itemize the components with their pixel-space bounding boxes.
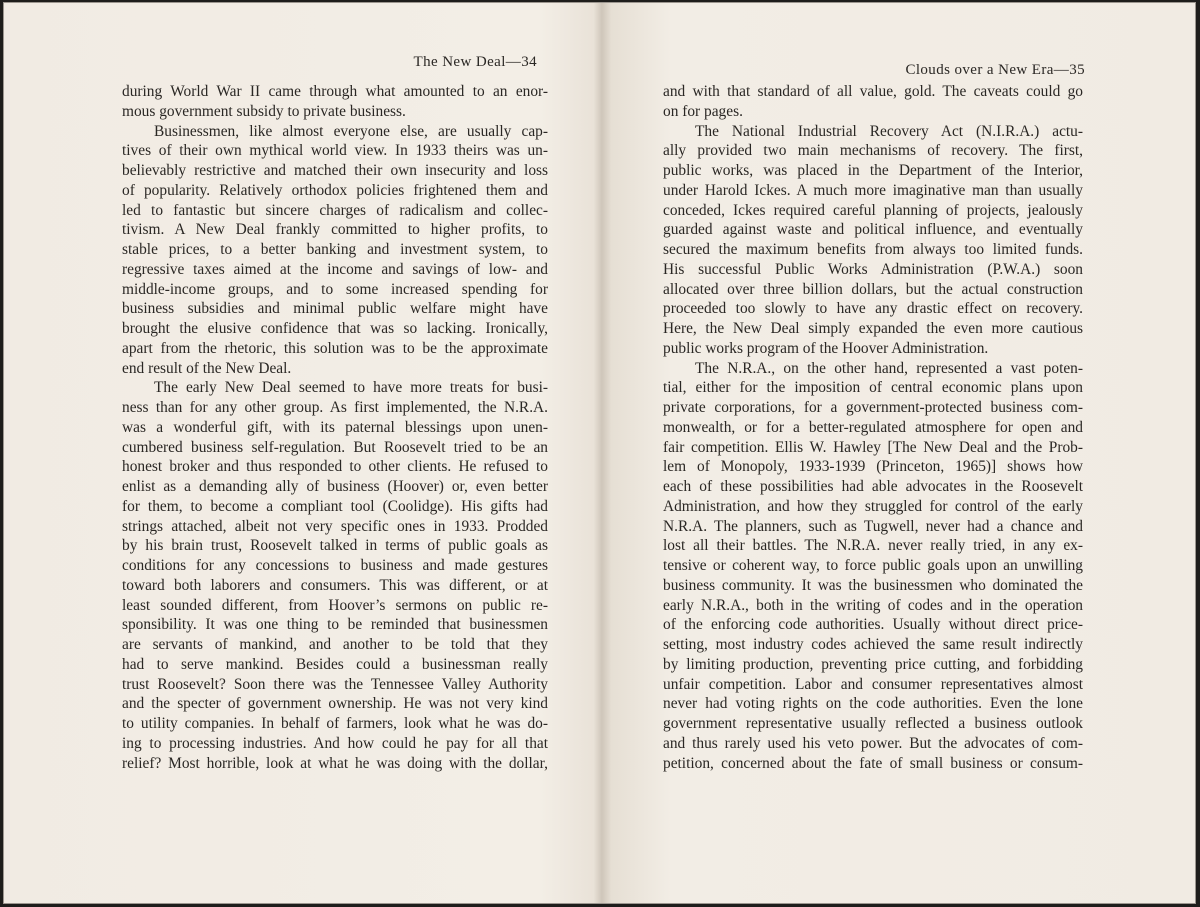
- text-line: public works, was placed in the Department of the Interior,: [663, 162, 1083, 179]
- text-line: sponsibility. It was one thing to be reminded that businessmen: [122, 616, 548, 634]
- text-line: by limiting production, preventing price cutting, and forbidding: [663, 655, 1083, 673]
- text-line: are servants of mankind, and another to be told that they: [122, 636, 548, 653]
- text-line: unfair competition. Labor and consumer representatives almost: [663, 675, 1083, 693]
- text-line: conditions for any concessions to business and made gestures: [122, 557, 548, 574]
- text-line: cumbered business self-regulation. But Roosevelt tried to be an: [122, 438, 548, 456]
- text-line: middle-income groups, and to some increased spending for: [122, 280, 548, 298]
- right-page: [600, 3, 1197, 903]
- text-line: Administration, and how they struggled for control of the early: [663, 497, 1083, 515]
- text-line: by his brain trust, Roosevelt talked in terms of public goals as: [122, 537, 548, 555]
- text-line: least sounded different, from Hoover’s sermons on public re-: [122, 596, 548, 614]
- text-line: never had voting rights on the code authorities. Even the lone: [663, 695, 1083, 713]
- text-line: enlist as a demanding ally of business (Hoover) or, even better: [122, 478, 548, 495]
- text-line: honest broker and thus responded to other clients. He refused to: [122, 458, 548, 476]
- text-line: Businessmen, like almost everyone else, are usually cap-: [154, 122, 548, 140]
- text-line: and thus rarely used his veto power. But the advocates of com-: [663, 734, 1083, 752]
- text-line: strings attached, albeit not very specific ones in 1933. Prodded: [122, 517, 548, 535]
- text-line: business community. It was the businessmen who dominated the: [663, 576, 1083, 594]
- text-line: under Harold Ickes. A much more imaginative man than usually: [663, 181, 1083, 199]
- text-line: ally provided two main mechanisms of recovery. The first,: [663, 142, 1083, 160]
- right-page-text: [663, 82, 1083, 773]
- text-line: brought the elusive confidence that was so lacking. Ironically,: [122, 320, 548, 337]
- text-line: monwealth, or for a better-regulated atmosphere for open and: [663, 418, 1083, 436]
- text-line: trust Roosevelt? Soon there was the Tennessee Valley Authority: [122, 675, 548, 693]
- left-page-text: [122, 82, 548, 773]
- text-line: to utility companies. In behalf of farmers, look what he was do-: [122, 715, 548, 732]
- text-line: public works program of the Hoover Administration.: [663, 339, 989, 357]
- text-line: ing to processing industries. And how could he pay for all that: [122, 734, 548, 752]
- text-line: lost all their battles. The N.R.A. never really tried, in any ex-: [663, 537, 1083, 555]
- text-line: end result of the New Deal.: [122, 359, 292, 377]
- text-line: private corporations, for a government-protected business com-: [663, 399, 1083, 416]
- left-page: [4, 3, 600, 903]
- text-line: petition, concerned about the fate of small business or consum-: [663, 754, 1083, 772]
- text-line: proceeded too slowly to have any drastic effect on recovery.: [663, 300, 1083, 318]
- text-line: and with that standard of all value, gold. The caveats could go: [663, 83, 1083, 100]
- text-line: of the enforcing code authorities. Usually without direct price-: [663, 616, 1083, 634]
- text-line: led to fantastic but sincere charges of radicalism and collec-: [122, 201, 548, 219]
- text-line: The early New Deal seemed to have more treats for busi-: [154, 379, 548, 397]
- text-line: had to serve mankind. Besides could a businessman really: [122, 655, 548, 673]
- text-line: mous government subsidy to private business.: [122, 102, 406, 120]
- text-line: apart from the rhetoric, this solution was to be the approximate: [122, 339, 548, 357]
- text-line: allocated over three billion dollars, but the actual construction: [663, 280, 1083, 298]
- text-line: setting, most industry codes achieved the same result indirectly: [663, 636, 1083, 653]
- text-line: ness than for any other group. As first implemented, the N.R.A.: [122, 399, 548, 416]
- text-line: early N.R.A., both in the writing of codes and in the operation: [663, 596, 1083, 614]
- text-line: on for pages.: [663, 102, 743, 120]
- text-line: and the specter of government ownership. He was not very kind: [122, 695, 548, 713]
- text-line: was a wonderful gift, with its paternal blessings upon unen-: [122, 418, 548, 436]
- text-line: of popularity. Relatively orthodox policies frightened them and: [122, 181, 548, 199]
- text-line: regressive taxes aimed at the income and savings of low- and: [122, 260, 548, 278]
- text-line: conceded, Ickes required careful planning of projects, jealously: [663, 201, 1083, 219]
- text-line: Here, the New Deal simply expanded the even more cautious: [663, 320, 1083, 337]
- text-line: believably restrictive and matched their own insecurity and loss: [122, 162, 548, 179]
- text-line: secured the maximum benefits from always too limited funds.: [663, 241, 1083, 258]
- running-header-left: The New Deal—34: [413, 54, 537, 70]
- text-line: each of these possibilities had able advocates in the Roosevelt: [663, 478, 1083, 495]
- text-line: The National Industrial Recovery Act (N.I.R.A.) actu-: [695, 122, 1083, 140]
- text-line: lem of Monopoly, 1933-1939 (Princeton, 1965)] shows how: [663, 458, 1083, 476]
- text-line: tial, either for the imposition of central economic plans upon: [663, 379, 1083, 397]
- text-line: toward both laborers and consumers. This was different, or at: [122, 576, 548, 594]
- text-line: relief? Most horrible, look at what he was doing with the dollar,: [122, 754, 548, 772]
- text-line: stable prices, to a better banking and investment system, to: [122, 241, 548, 258]
- running-header-right: Clouds over a New Era—35: [905, 62, 1085, 78]
- text-line: during World War II came through what amounted to an enor-: [122, 83, 548, 100]
- text-line: fair competition. Ellis W. Hawley [The New Deal and the Prob-: [663, 438, 1083, 456]
- text-line: His successful Public Works Administration (P.W.A.) soon: [663, 260, 1083, 278]
- text-line: tives of their own mythical world view. In 1933 theirs was un-: [122, 142, 548, 160]
- text-line: The N.R.A., on the other hand, represented a vast poten-: [695, 359, 1083, 377]
- text-line: N.R.A. The planners, such as Tugwell, never had a chance and: [663, 517, 1083, 535]
- text-line: tivism. A New Deal frankly committed to higher profits, to: [122, 221, 548, 239]
- text-line: guarded against waste and political influence, and eventually: [663, 221, 1083, 239]
- book-spread: [3, 2, 1196, 904]
- text-line: tensive or coherent way, to force public goals upon an unwilling: [663, 557, 1083, 574]
- text-line: business subsidies and minimal public welfare might have: [122, 300, 548, 318]
- text-line: government representative usually reflected a business outlook: [663, 715, 1083, 732]
- text-line: for them, to become a compliant tool (Coolidge). His gifts had: [122, 497, 548, 515]
